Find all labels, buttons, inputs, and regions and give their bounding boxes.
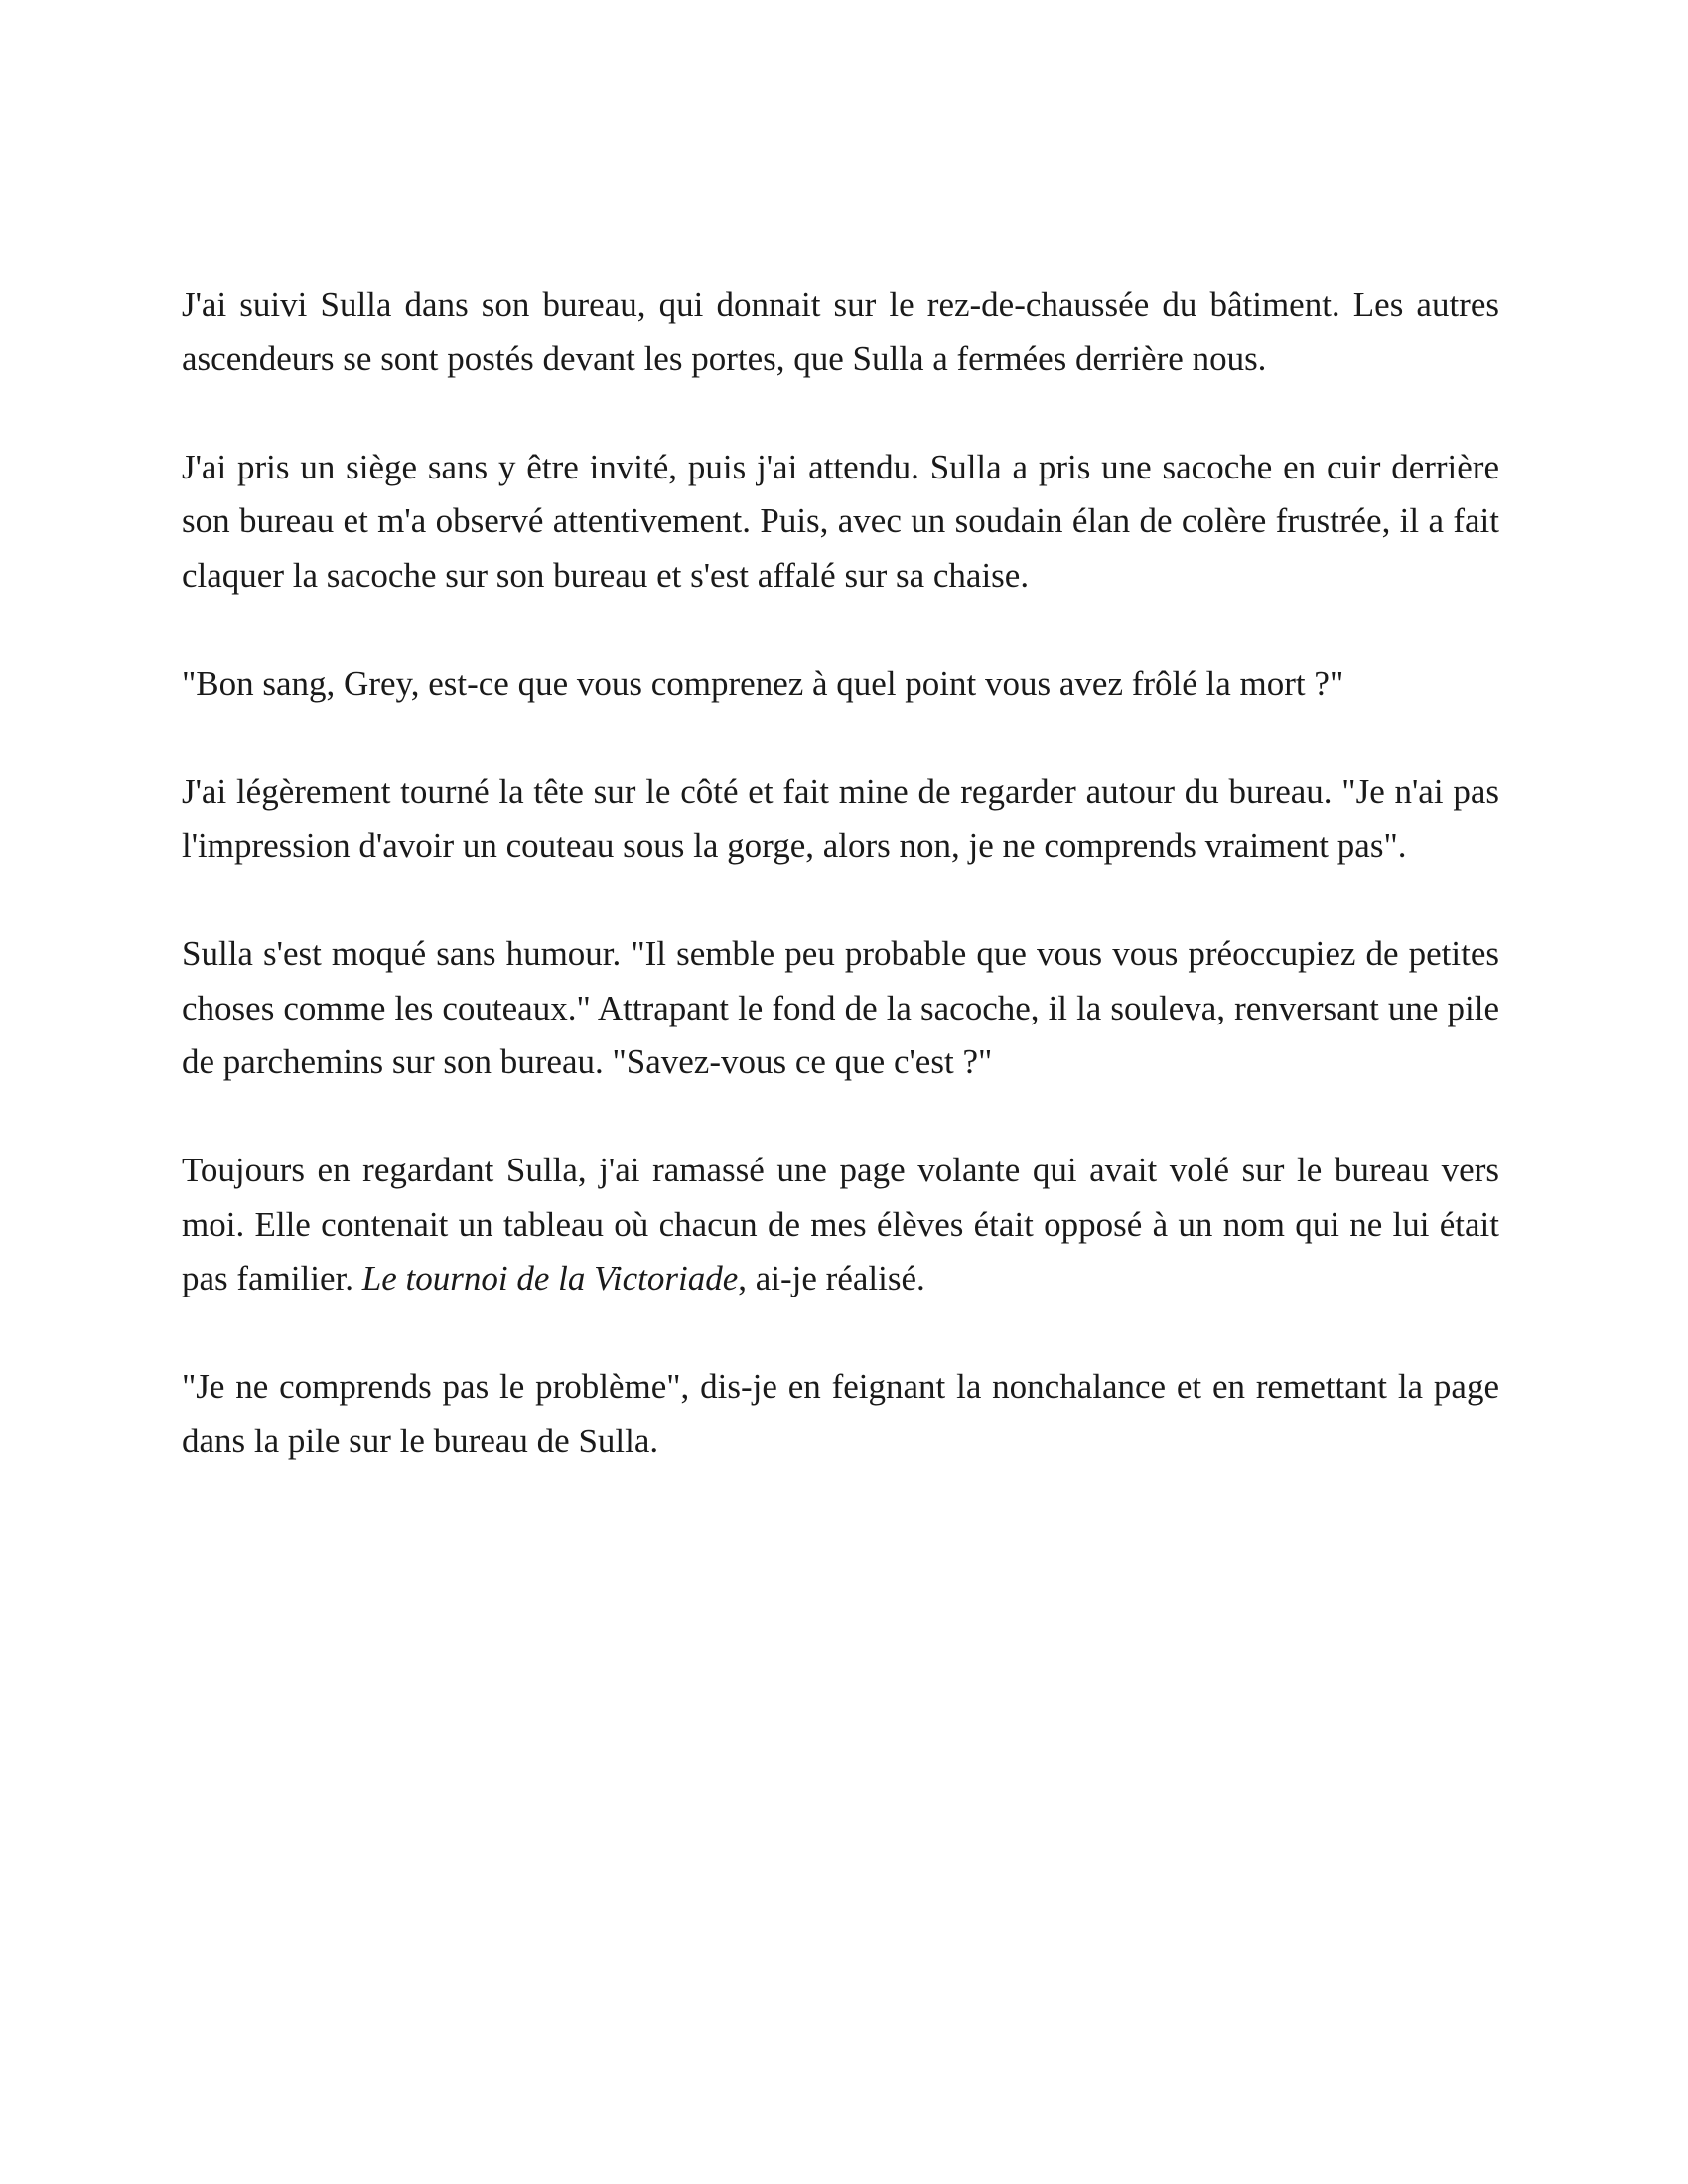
paragraph: J'ai légèrement tourné la tête sur le côté et fait mine de regarder autour du bureau. "Je n'ai pas l'impression d'avoir un couteau sous la gorge, alors non, je ne comprends vraiment pas". bbox=[182, 771, 1499, 865]
document-page bbox=[182, 278, 1499, 1523]
paragraph-text: Toujours en regardant Sulla, j'ai ramassé une page volante qui avait volé sur le bureau vers moi. Elle contenait un tableau où chacun de mes élèves était opposé à un nom qui ne lui était pas familier. bbox=[182, 1151, 1499, 1297]
paragraph-text: , ai-je réalisé. bbox=[738, 1259, 925, 1297]
paragraph bbox=[182, 1144, 1499, 1306]
italic-title: Le tournoi de la Victoriade bbox=[361, 1259, 739, 1297]
paragraph: "Bon sang, Grey, est-ce que vous comprenez à quel point vous avez frôlé la mort ?" bbox=[182, 663, 1344, 703]
paragraph: J'ai pris un siège sans y être invité, puis j'ai attendu. Sulla a pris une sacoche en cuir derrière son bureau et m'a observé attentivement. Puis, avec un soudain élan de colère frustrée, il a fait claquer la sacoche sur son bureau et s'est affalé sur sa chaise. bbox=[182, 447, 1499, 595]
paragraph: J'ai suivi Sulla dans son bureau, qui donnait sur le rez-de-chaussée du bâtiment. Les autres ascendeurs se sont postés devant les portes, que Sulla a fermées derrière nous. bbox=[182, 285, 1499, 378]
paragraph: Sulla s'est moqué sans humour. "Il semble peu probable que vous vous préoccupiez de petites choses comme les couteaux." Attrapant le fond de la sacoche, il la souleva, renversant une pile de parchemins sur son bureau. "Savez-vous ce que c'est ?" bbox=[182, 934, 1499, 1081]
paragraph: "Je ne comprends pas le problème", dis-je en feignant la nonchalance et en remettant la page dans la pile sur le bureau de Sulla. bbox=[182, 1367, 1499, 1460]
